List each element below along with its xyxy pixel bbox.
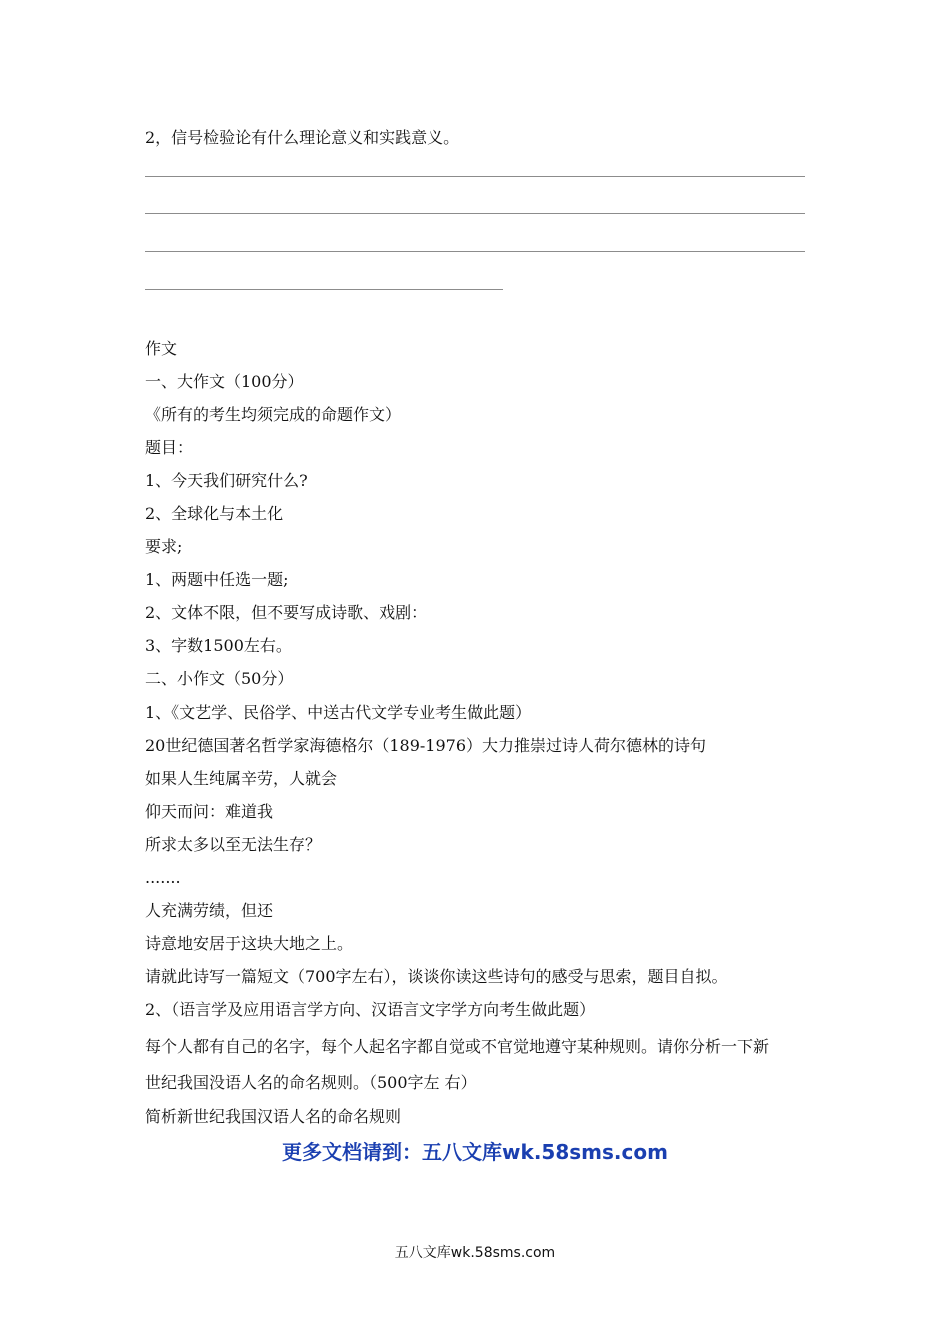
poem-line-3: 所求太多以至无法生存？: [145, 835, 322, 854]
answer-line-3: [145, 251, 805, 252]
requirement-1: 1、两题中任选一题;: [145, 570, 289, 589]
poem-ellipsis: .......: [145, 868, 181, 887]
topics-label: 题目：: [145, 438, 194, 457]
essay-heading-minor: 二、小作文（50分）: [145, 669, 294, 688]
topic-1: 1、今天我们研究什么?: [145, 471, 308, 490]
question-2: 2，信号检验论有什么理论意义和实践意义。: [145, 128, 460, 147]
answer-line-4: [145, 289, 503, 290]
promo-banner: 更多文档请到：五八文库wk.58sms.com: [282, 1140, 668, 1164]
answer-line-1: [145, 176, 805, 177]
section-title-essay: 作文: [145, 339, 178, 358]
topic-2: 2、全球化与本土化: [145, 504, 284, 523]
minor-question-2: 2、（语言学及应用语言学方向、汉语言文字学方向考生做此题）: [145, 1000, 596, 1019]
page-footer: 五八文库wk.58sms.com: [394, 1245, 556, 1261]
naming-prompt-line-1: 每个人都有自己的名字，每个人起名字都自觉或不官觉地遵守某种规则。请你分析一下新: [145, 1037, 770, 1056]
poem-intro: 20世纪德国著名哲学家海德格尔（189-1976）大力推崇过诗人荷尔德林的诗句: [145, 736, 707, 755]
poem-line-4: 人充满劳绩，但还: [145, 901, 274, 920]
naming-title: 简析新世纪我国汉语人名的命名规则: [145, 1107, 402, 1126]
requirement-2: 2、文体不限，但不要写成诗歌、戏剧：: [145, 603, 428, 622]
poem-line-1: 如果人生纯属辛劳，人就会: [145, 769, 338, 788]
minor-question-1: 1、《文艺学、民俗学、中送古代文学专业考生做此题）: [145, 703, 532, 722]
essay-heading-major: 一、大作文（100分）: [145, 372, 304, 391]
poem-line-2: 仰天而问：难道我: [145, 802, 274, 821]
poem-line-5: 诗意地安居于这块大地之上。: [145, 934, 354, 953]
naming-prompt-line-2: 世纪我国没语人名的命名规则。（500字左 右）: [145, 1073, 477, 1092]
requirement-3: 3、字数1500左右。: [145, 636, 292, 655]
answer-line-2: [145, 213, 805, 214]
requirements-label: 要求;: [145, 537, 183, 556]
essay-note: 《所有的考生均须完成的命题作文）: [145, 405, 402, 424]
poem-instruction: 请就此诗写一篇短文（700字左右），谈谈你读这些诗句的感受与思索，题目自拟。: [145, 967, 728, 986]
